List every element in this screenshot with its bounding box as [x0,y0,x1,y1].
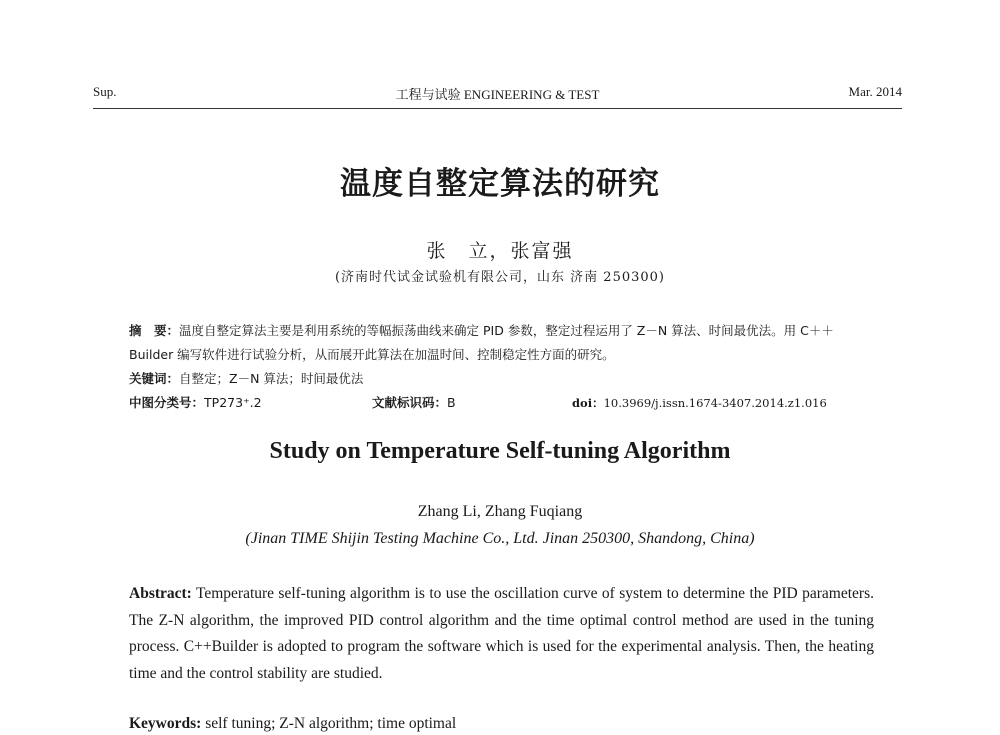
paper-title-english: Study on Temperature Self-tuning Algorithm [269,438,731,464]
abstract-chinese-label: 摘 要： [129,323,180,338]
keywords-chinese-text: 自整定；Z－N 算法；时间最优法 [179,371,364,386]
affiliation-chinese: (济南时代试金试验机有限公司，山东 济南 250300) [334,270,666,285]
running-header [93,82,902,109]
header-journal-name: 工程与试验 ENGINEERING & TEST [395,87,600,102]
keywords-english-label: Keywords: [129,715,202,732]
authors-english: Zhang Li, Zhang Fuqiang [417,503,583,520]
authors-chinese: 张 立，张富强 [426,240,574,262]
header-date: Mar. 2014 [848,84,902,99]
abstract-chinese [129,319,871,367]
affiliation-english: (Jinan TIME Shijin Testing Machine Co., Ltd. Jinan 250300, Shandong, China) [245,530,755,547]
header-supplement: Sup. [93,84,117,99]
keywords-chinese-label: 关键词： [129,371,180,386]
abstract-english-label: Abstract: [129,585,192,602]
classification-line [129,391,871,415]
paper-title-chinese: 温度自整定算法的研究 [340,166,660,202]
abstract-chinese-text: 温度自整定算法主要是利用系统的等幅振荡曲线来确定 PID 参数，整定过程运用了 Z－N 算法、时间最优法。用 C＋＋Builder 编写软件进行试验分析，从而展开此算法在加温时间、控制稳定性方面的研究。 [129,323,834,362]
abstract-english [129,581,874,687]
keywords-english [129,713,874,735]
keywords-chinese [129,367,871,391]
clc-number: 中图分类号：TP273⁺.2 [129,395,262,410]
keywords-english-text: self tuning; Z-N algorithm; time optimal [205,715,457,732]
document-code: 文献标识码：B [372,395,456,410]
doi: doi：10.3969/j.issn.1674-3407.2014.z1.016 [572,396,827,410]
abstract-english-text: Temperature self-tuning algorithm is to use the oscillation curve of system to determine the PID parameters. The Z-N algorithm, the improved PID control algorithm and the time optimal control method are used in the tuning process. C++Builder is adopted to program the software which is used for the experimental analysis. Then, the heating time and the control stability are studied. [129,585,874,682]
